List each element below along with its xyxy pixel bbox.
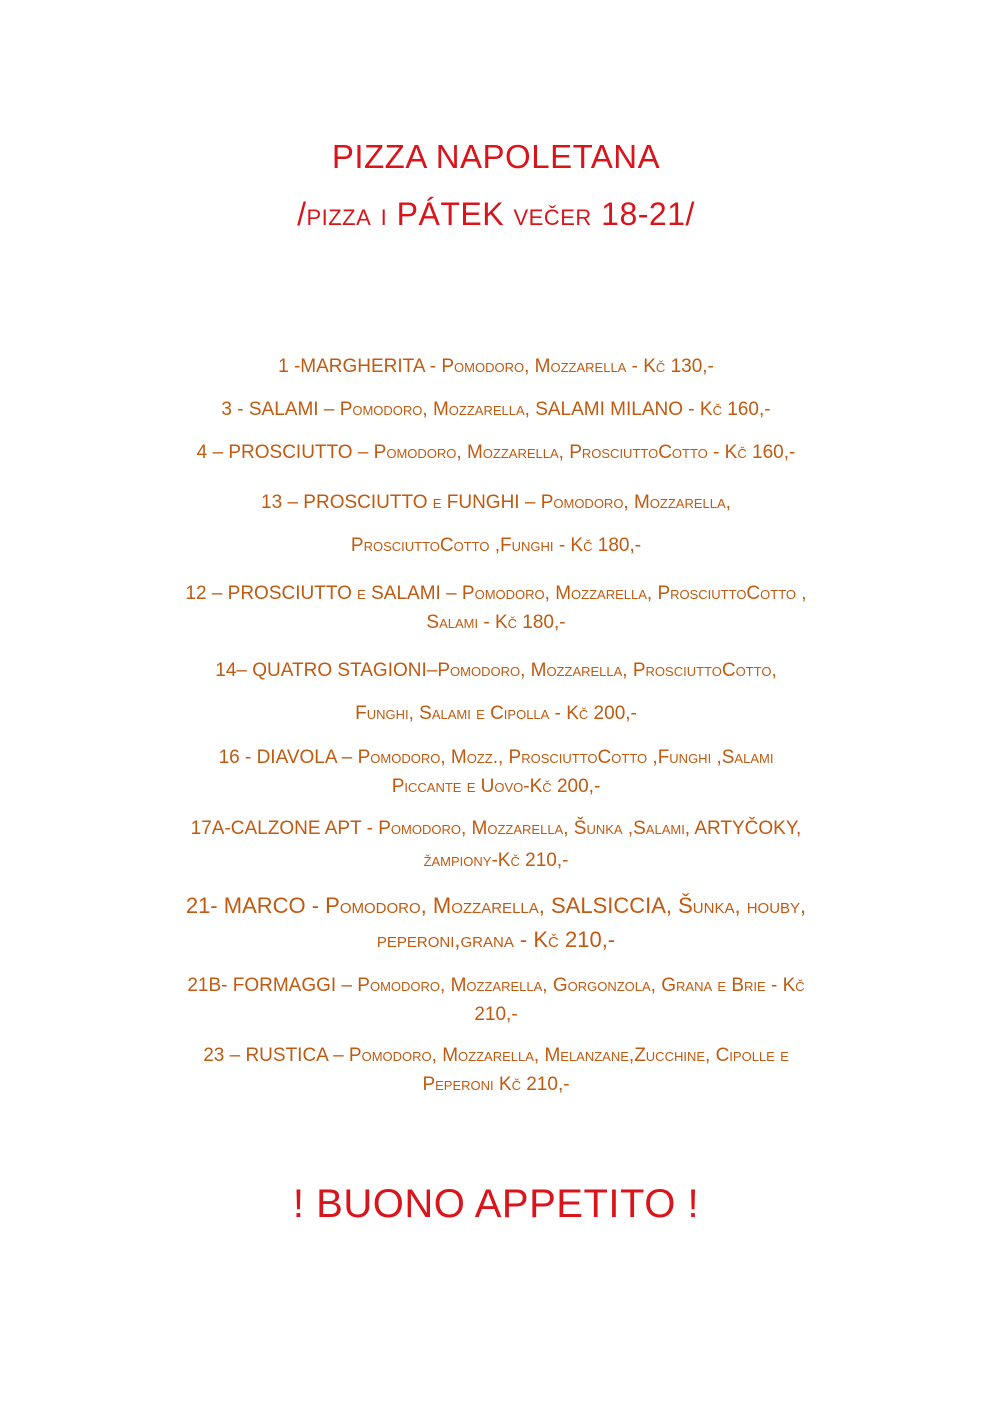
menu-item-text: 4 – PROSCIUTTO – Pomodoro, Mozzarella, ProsciuttoCotto - Kč 160,- [196,442,796,463]
menu-item-text: 23 – RUSTICA – Pomodoro, Mozzarella, Melanzane,Zucchine, Cipolle e [203,1045,789,1066]
menu-item-salami [0,395,992,424]
menu-item-text-continued: 210,- [474,1004,518,1025]
menu-item-rustica [0,1041,992,1099]
page-title: PIZZA NAPOLETANA [331,138,661,175]
menu-item-calzone [0,813,992,877]
menu-item-text-continued: ProsciuttoCotto ,Funghi - Kč 180,- [350,535,642,556]
menu-item-text: 13 – PROSCIUTTO e FUNGHI – Pomodoro, Mozzarella, [261,492,731,513]
menu-item-diavola [0,743,992,801]
menu-item-marco [0,889,992,957]
menu-item-text: 21B- FORMAGGI – Pomodoro, Mozzarella, Gorgonzola, Grana e Brie - Kč [187,975,805,996]
menu-list [0,352,992,1099]
menu-item-prosciutto [0,438,992,467]
menu-item-text: 12 – PROSCIUTTO e SALAMI – Pomodoro, Mozzarella, ProsciuttoCotto , [185,583,807,604]
menu-item-text-continued: Salami - Kč 180,- [426,612,566,633]
menu-item-text-continued: Piccante e Uovo-Kč 200,- [391,776,601,797]
menu-item-prosciutto-salami [0,579,992,637]
menu-item-text: 3 - SALAMI – Pomodoro, Mozzarella, SALAMI MILANO - Kč 160,- [221,399,771,420]
menu-item-text: 16 - DIAVOLA – Pomodoro, Mozz., ProsciuttoCotto ,Funghi ,Salami [218,747,774,768]
menu-item-text-continued: Peperoni Kč 210,- [422,1074,570,1095]
menu-item-formaggi [0,971,992,1029]
menu-item-text: 21- MARCO - Pomodoro, Mozzarella, SALSICCIA, Šunka, houby, [185,893,807,918]
menu-item-text-continued: žampiony-Kč 210,- [423,850,569,871]
menu-item-text: 1 -MARGHERITA - Pomodoro, Mozzarella - Kč 130,- [278,356,714,377]
buono-appetito-text: ! BUONO APPETITO ! [292,1182,700,1226]
menu-item-text-continued: Funghi, Salami e Cipolla - Kč 200,- [355,703,637,724]
menu-item-margherita [0,352,992,381]
menu-item-prosciutto-funghi [0,481,992,567]
menu-item-quatro-stagioni [0,649,992,735]
menu-item-text-continued: peperoni,grana - Kč 210,- [376,927,616,952]
page-subtitle: /pizza i PÁTEK večer 18-21/ [297,196,695,232]
menu-item-text: 14– QUATRO STAGIONI–Pomodoro, Mozzarella, ProsciuttoCotto, [215,660,777,681]
menu-item-text: 17A-CALZONE APT - Pomodoro, Mozzarella, Šunka ,Salami, ARTYČOKY, [190,818,802,839]
